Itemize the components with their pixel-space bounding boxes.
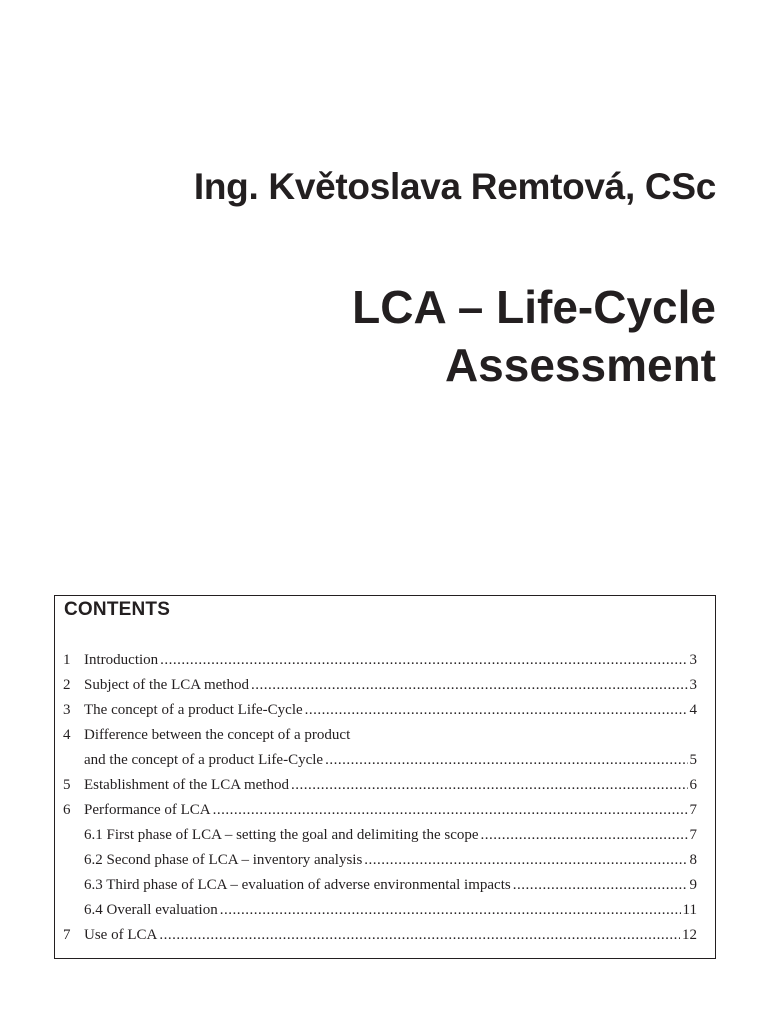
toc-entry-title: Use of LCA xyxy=(84,927,158,943)
toc-entry-page: 7 xyxy=(689,827,697,843)
toc-entry-title: Establishment of the LCA method xyxy=(84,777,289,793)
toc-entry-page: 9 xyxy=(689,877,697,893)
contents-heading: CONTENTS xyxy=(64,599,171,620)
toc-dot-leader xyxy=(481,823,688,848)
toc-entry xyxy=(63,773,697,798)
toc-entry xyxy=(63,723,697,748)
author-name: Ing. Květoslava Remtová, CSc xyxy=(193,166,716,207)
toc-entry-page: 3 xyxy=(689,652,697,668)
table-of-contents xyxy=(54,595,716,959)
toc-entry xyxy=(63,673,697,698)
toc-dot-leader xyxy=(220,898,681,923)
toc-entry-number: 6 xyxy=(63,802,71,818)
toc-entry-number: 3 xyxy=(63,702,71,718)
toc-entry-page: 5 xyxy=(689,752,697,768)
toc-entry-page: 8 xyxy=(689,852,697,868)
toc-entry xyxy=(63,798,697,823)
toc-entry-number: 2 xyxy=(63,677,71,693)
toc-entry-title: 6.1 First phase of LCA – setting the goal and delimiting the scope xyxy=(84,827,479,843)
toc-dot-leader xyxy=(213,798,688,823)
toc-dot-leader xyxy=(325,748,687,773)
toc-entry-number: 5 xyxy=(63,777,71,793)
toc-entry-title: Subject of the LCA method xyxy=(84,677,249,693)
toc-entry-page: 12 xyxy=(682,927,697,943)
toc-entry-number: 7 xyxy=(63,927,71,943)
toc-dot-leader xyxy=(513,873,688,898)
toc-dot-leader xyxy=(160,648,687,673)
title-line-1: LCA – Life-Cycle xyxy=(352,281,716,333)
toc-entry-page: 7 xyxy=(689,802,697,818)
toc-entry-page: 11 xyxy=(682,902,697,918)
toc-entry xyxy=(63,923,697,948)
toc-entry-page: 4 xyxy=(689,702,697,718)
toc-dot-leader xyxy=(159,923,680,948)
toc-dot-leader xyxy=(305,698,688,723)
toc-entry-title: Introduction xyxy=(84,652,159,668)
toc-entry-title: 6.2 Second phase of LCA – inventory analysis xyxy=(84,852,363,868)
toc-subentry xyxy=(63,823,697,848)
toc-entry-number: 1 xyxy=(63,652,71,668)
toc-entry-title-continued: and the concept of a product Life-Cycle xyxy=(84,752,324,768)
title-line-2: Assessment xyxy=(444,339,716,391)
toc-dot-leader xyxy=(291,773,688,798)
toc-entry-title: 6.3 Third phase of LCA – evaluation of adverse environmental impacts xyxy=(84,877,511,893)
toc-entry-title: The concept of a product Life-Cycle xyxy=(84,702,303,718)
toc-list xyxy=(63,648,697,948)
document-title xyxy=(352,278,716,394)
toc-entry xyxy=(63,698,697,723)
toc-entry xyxy=(63,648,697,673)
toc-subentry xyxy=(63,898,697,923)
toc-entry-title: Performance of LCA xyxy=(84,802,211,818)
toc-subentry xyxy=(63,873,697,898)
toc-entry-page: 6 xyxy=(689,777,697,793)
toc-dot-leader xyxy=(364,848,687,873)
toc-entry-number: 4 xyxy=(63,727,71,743)
toc-entry-continuation xyxy=(63,748,697,773)
toc-subentry xyxy=(63,848,697,873)
toc-entry-title: Difference between the concept of a product xyxy=(84,727,351,743)
toc-entry-title: 6.4 Overall evaluation xyxy=(84,902,218,918)
toc-entry-page: 3 xyxy=(689,677,697,693)
toc-dot-leader xyxy=(251,673,688,698)
